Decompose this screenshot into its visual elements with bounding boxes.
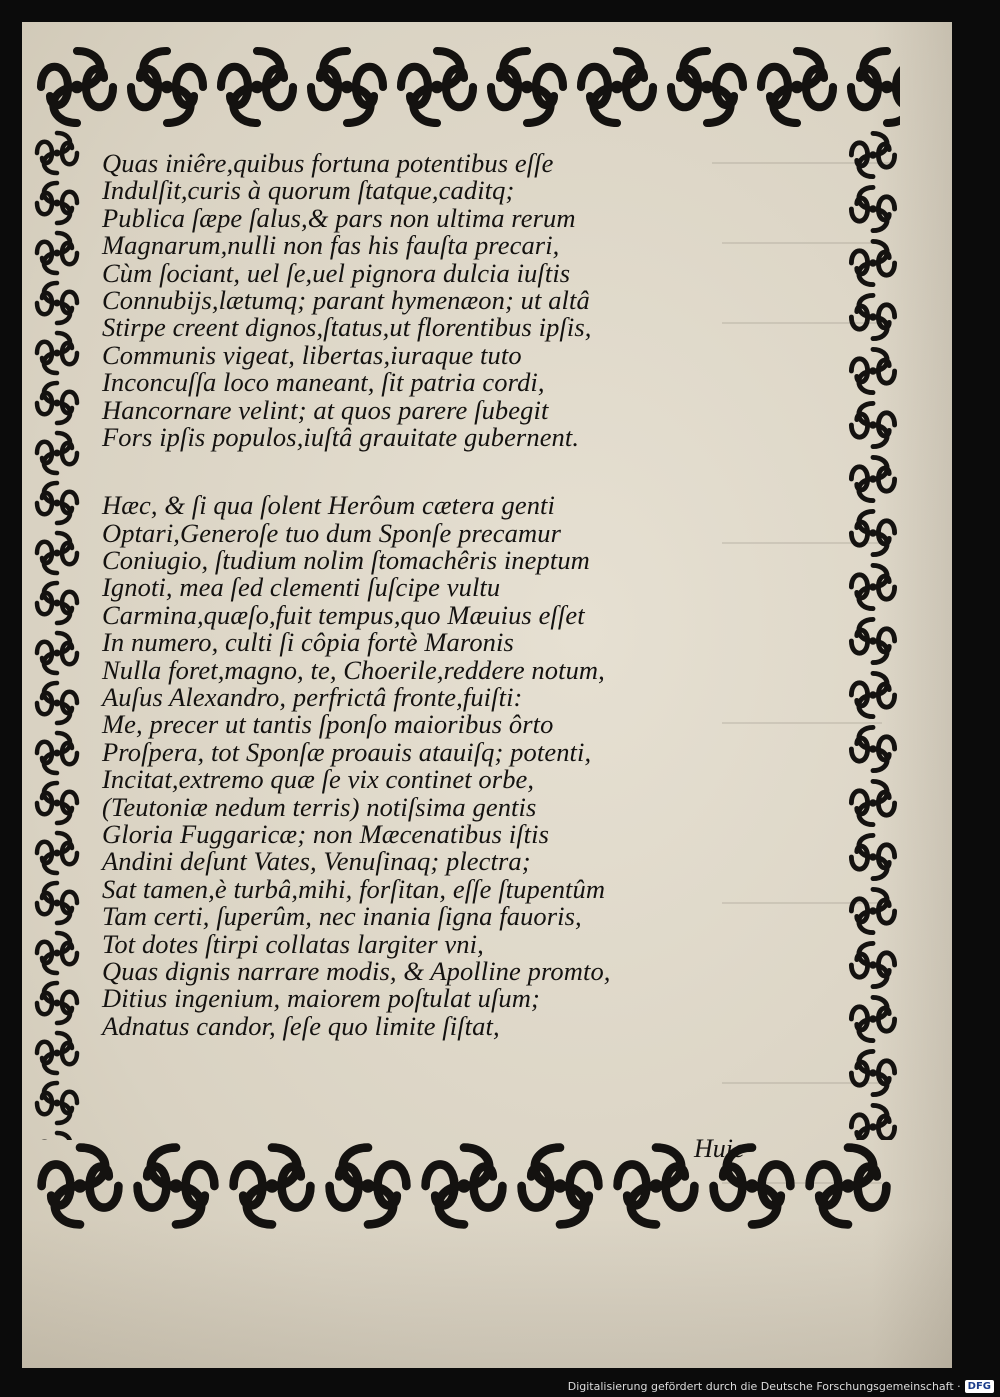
ornament-border-top-icon xyxy=(32,42,900,132)
verse-line: Proſpera, tot Sponſæ proauis atauiſq; potenti, xyxy=(102,736,592,767)
ornament-motif-icon xyxy=(234,1148,311,1225)
ornament-motif-icon xyxy=(330,1148,407,1225)
ornament-motif-icon xyxy=(37,483,77,523)
credit-text: Digitalisierung gefördert durch die Deutsche Forschungsgemeinschaft · xyxy=(567,1380,961,1393)
verse-line: Nulla foret,magno, te, Choerile,reddere notum, xyxy=(102,654,605,685)
verse-line: In numero, culti ſi côpia fortè Maronis xyxy=(102,627,514,658)
ornament-motif-icon xyxy=(851,1105,894,1140)
catchword: Huic xyxy=(694,1134,745,1163)
digitization-credit xyxy=(568,1380,994,1393)
verse-line: Magnarum,nulli non fas his fauſta precari, xyxy=(102,230,560,261)
verse-line: Connubijs,lætumq; parant hymenæon; ut altâ xyxy=(102,284,590,315)
ornament-motif-icon xyxy=(37,183,77,223)
ornament-motif-icon xyxy=(37,783,77,823)
ornament-motif-icon xyxy=(671,51,743,123)
ornament-motif-icon xyxy=(37,533,77,573)
verse-line: Indulſit,curis à quorum ſtatque,caditq; xyxy=(102,175,515,206)
ornament-motif-icon xyxy=(37,733,77,773)
verse-line: Publica ſæpe ſalus,& pars non ultima rerum xyxy=(102,202,576,233)
verse-line: Ignoti, mea ſed clementi ſuſcipe vultu xyxy=(102,572,501,603)
stanza-1 xyxy=(102,150,862,451)
verse-line: Tot dotes ſtirpi collatas largiter vni, xyxy=(102,928,484,959)
ornament-motif-icon xyxy=(426,1148,503,1225)
ornament-motif-icon xyxy=(37,333,77,373)
verse-line: Hancornare velint; at quos parere ſubegit xyxy=(102,394,549,425)
ornament-motif-icon xyxy=(37,1133,77,1140)
ornament-motif-icon xyxy=(37,133,77,173)
ornament-motif-icon xyxy=(221,51,293,123)
ornament-motif-icon xyxy=(37,233,77,273)
ornament-motif-icon xyxy=(401,51,473,123)
stanza-2 xyxy=(102,492,862,1040)
ornament-motif-icon xyxy=(37,383,77,423)
verse-line: Coniugio, ſtudium nolim ſtomachêris ineptum xyxy=(102,545,590,576)
verse-line: Stirpe creent dignos,ſtatus,ut florentibus ipſis, xyxy=(102,312,592,343)
verse-line: Gloria Fuggaricæ; non Mæcenatibus iſtis xyxy=(102,818,550,849)
ornament-motif-icon xyxy=(37,1083,77,1123)
verse-line: Quas dignis narrare modis, & Apolline promto, xyxy=(102,955,611,986)
verse-line: Me, precer ut tantis ſponſo maioribus ôrto xyxy=(102,709,554,740)
ornament-motif-icon xyxy=(131,51,203,123)
verse-line: Ditius ingenium, maiorem poſtulat uſum; xyxy=(102,983,540,1014)
ornament-motif-icon xyxy=(491,51,563,123)
ornament-motif-icon xyxy=(851,1051,894,1094)
ornament-motif-icon xyxy=(37,883,77,923)
ornament-motif-icon xyxy=(37,983,77,1023)
ornament-motif-icon xyxy=(581,51,653,123)
verse-line: Optari,Generoſe tuo dum Sponſe precamur xyxy=(102,517,561,548)
ornament-motif-icon xyxy=(42,1148,119,1225)
verse-line: Sat tamen,è turbâ,mihi, forſitan, eſſe ſtupentûm xyxy=(102,873,606,904)
ornament-motif-icon xyxy=(138,1148,215,1225)
ornament-border-bottom-icon xyxy=(32,1138,900,1234)
ornament-motif-icon xyxy=(37,933,77,973)
verse-line: Tam certi, ſuperûm, nec inania ſigna fauoris, xyxy=(102,901,582,932)
ornament-motif-icon xyxy=(618,1148,695,1225)
page-shadow-bottom xyxy=(22,1218,952,1368)
verse-line: Carmina,quæſo,fuit tempus,quo Mæuius eſſet xyxy=(102,599,585,630)
poem-text xyxy=(102,150,862,1040)
verse-line: Cùm ſociant, uel ſe,uel pignora dulcia iuſtis xyxy=(102,257,571,288)
ornament-motif-icon xyxy=(810,1148,887,1225)
ornament-motif-icon xyxy=(37,433,77,473)
verse-line: Communis vigeat, libertas,iuraque tuto xyxy=(102,339,522,370)
verse-line: Incitat,extremo quæ ſe vix continet orbe, xyxy=(102,764,535,795)
verse-line: Auſus Alexandro, perfrictâ fronte,fuiſti: xyxy=(102,682,523,713)
ornament-border-left-icon xyxy=(32,128,82,1140)
ornament-motif-icon xyxy=(37,1033,77,1073)
ornament-motif-icon xyxy=(522,1148,599,1225)
ornament-motif-icon xyxy=(37,283,77,323)
verse-line: Andini deſunt Vates, Venuſinaq; plectra; xyxy=(102,846,531,877)
ornament-motif-icon xyxy=(851,51,900,123)
ornament-motif-icon xyxy=(37,633,77,673)
ornament-motif-icon xyxy=(37,683,77,723)
stanza-gap xyxy=(102,451,862,492)
ornament-motif-icon xyxy=(761,51,833,123)
verse-line: Fors ipſis populos,iuſtâ grauitate gubernent. xyxy=(102,421,580,452)
ornament-motif-icon xyxy=(41,51,113,123)
verse-line: Adnatus candor, ſeſe quo limite ſiſtat, xyxy=(102,1010,500,1041)
ornament-motif-icon xyxy=(37,583,77,623)
verse-line: Quas iniêre,quibus fortuna potentibus eſſe xyxy=(102,148,554,178)
verse-line: (Teutoniæ nedum terris) notiſsima gentis xyxy=(102,791,537,822)
ornament-motif-icon xyxy=(37,833,77,873)
verse-line: Inconcuſſa loco maneant, ſit patria cordi, xyxy=(102,367,545,398)
verse-line: Hæc, & ſi qua ſolent Herôum cætera genti xyxy=(102,490,555,521)
ornament-motif-icon xyxy=(311,51,383,123)
dfg-logo-icon: DFG xyxy=(965,1380,994,1393)
book-page xyxy=(22,22,952,1368)
